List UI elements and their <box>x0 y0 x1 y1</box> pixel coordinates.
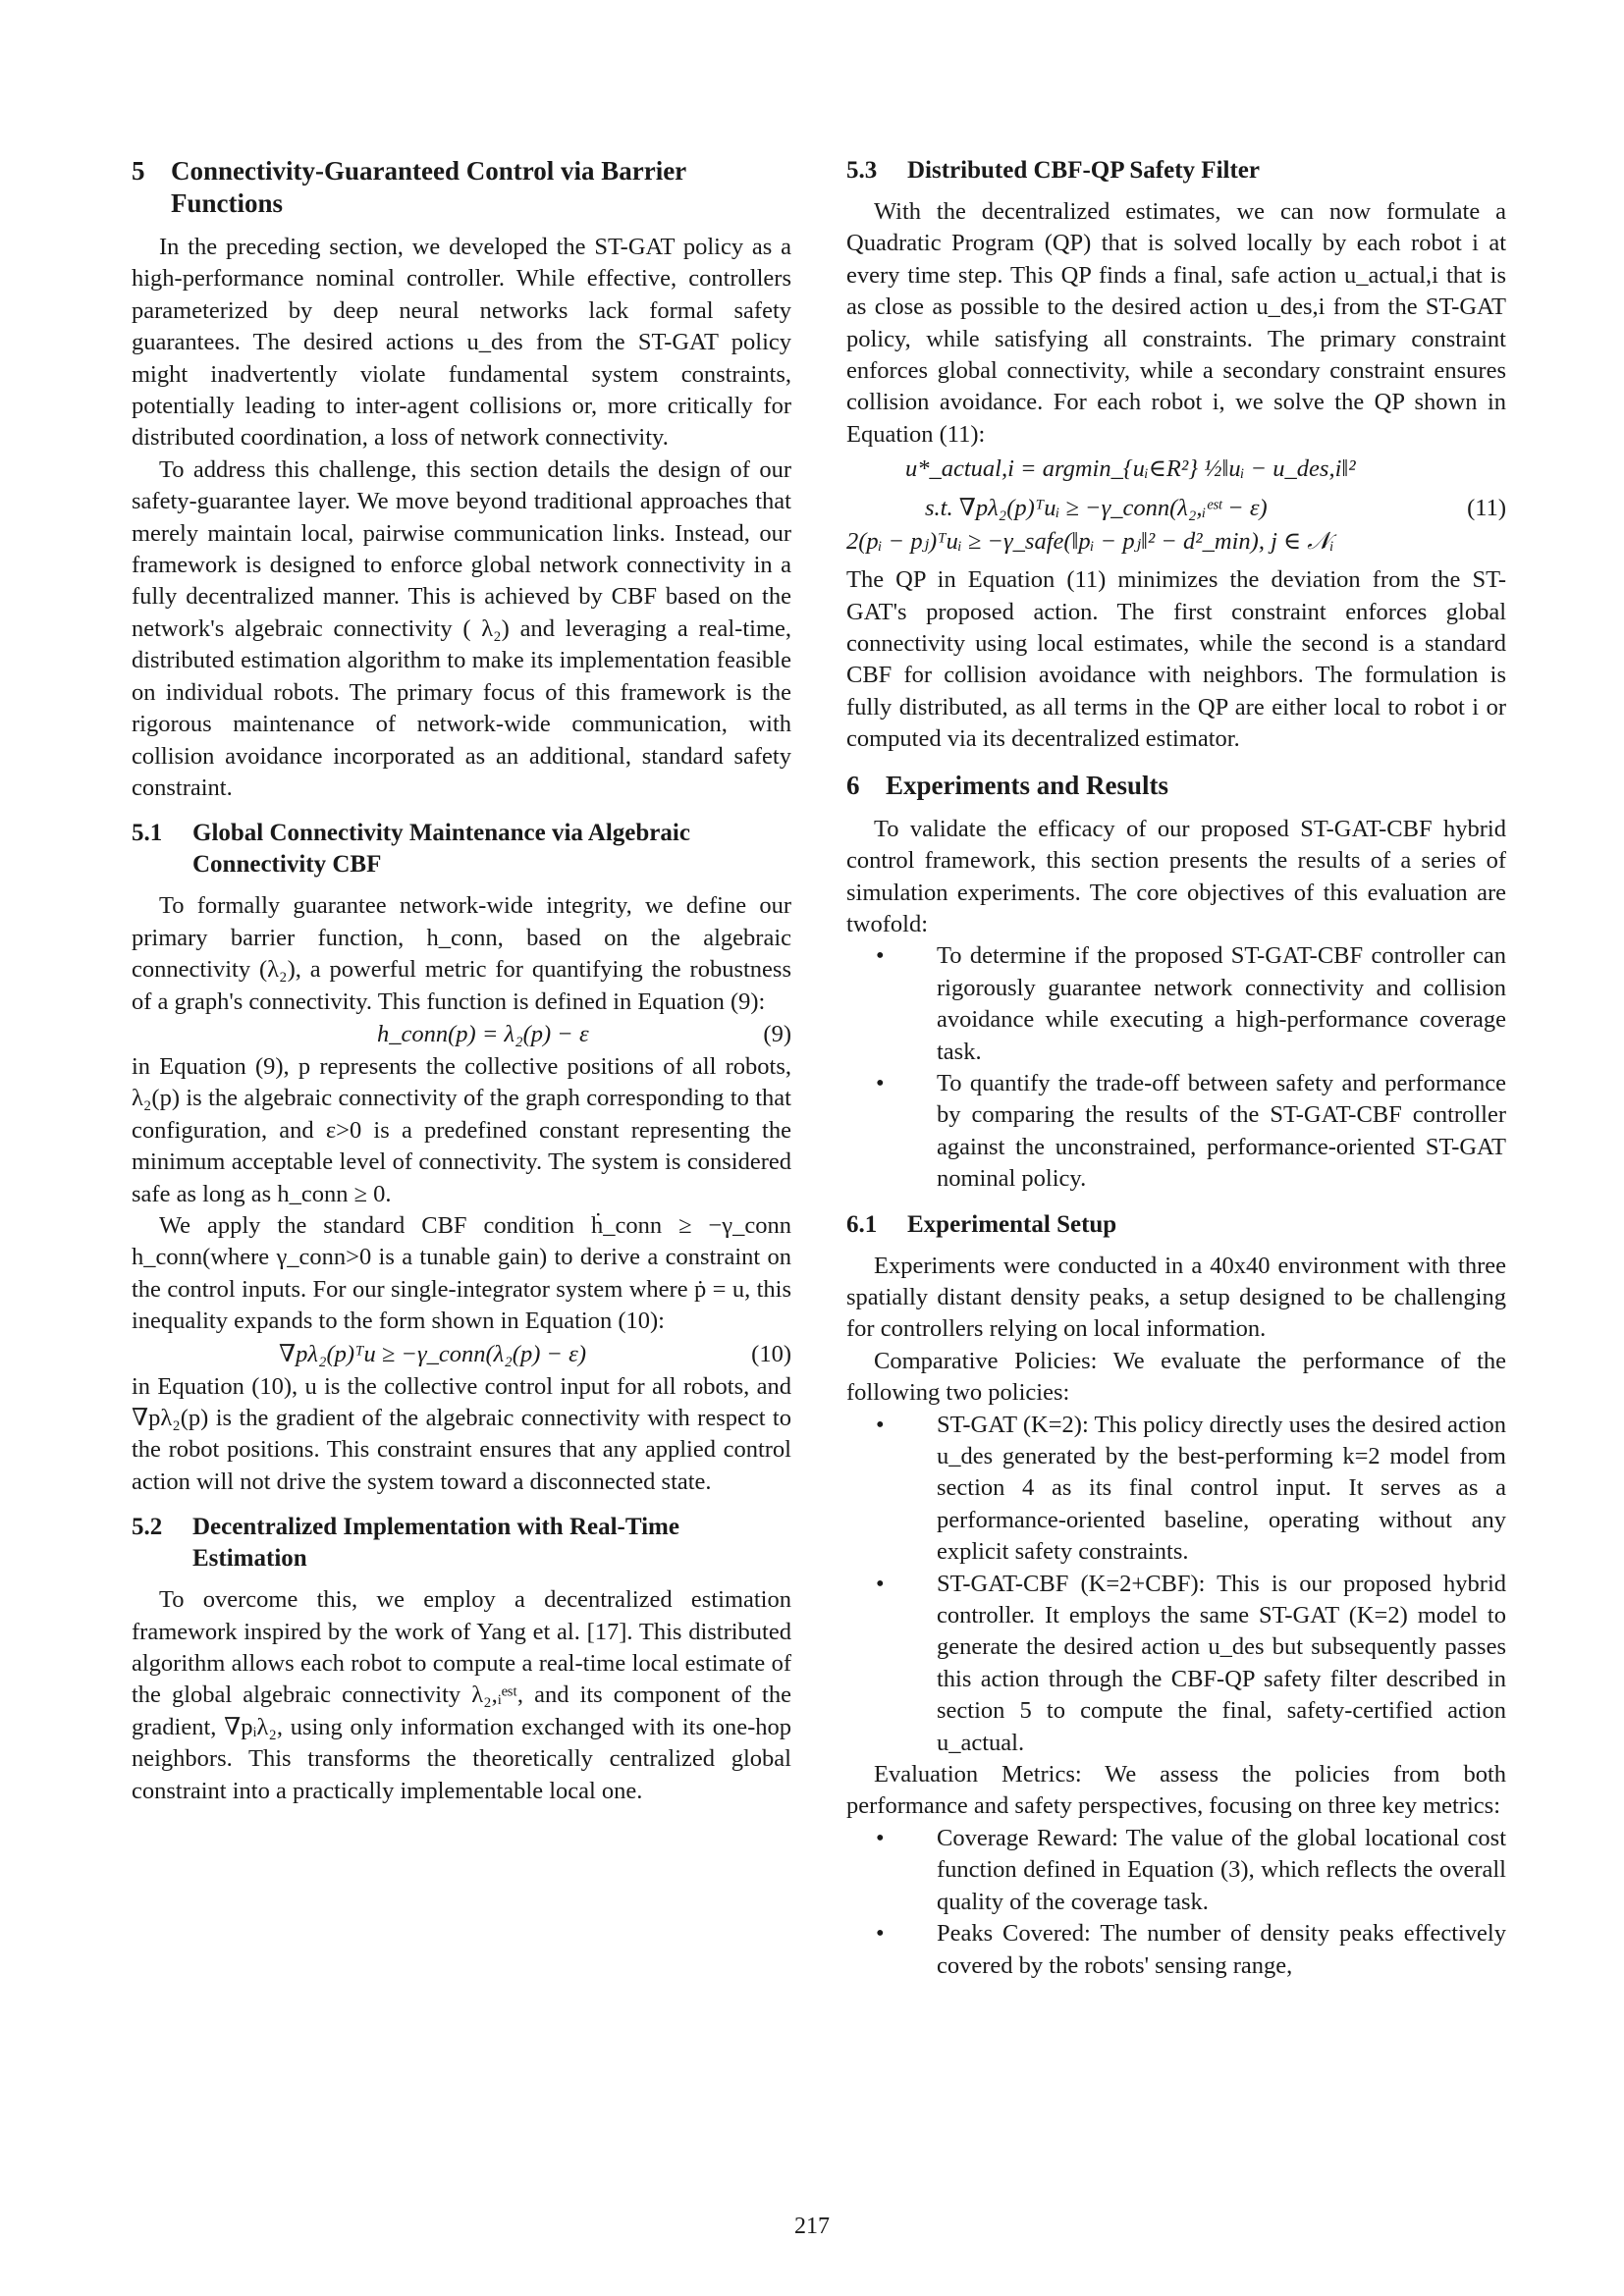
bullet-icon: • <box>876 942 885 970</box>
equation-number: (11) <box>1467 495 1506 522</box>
equation-body: h_conn(p) = λ₂(p) − ε <box>377 1020 589 1047</box>
paragraph: To formally guarantee network-wide integrity, we define our primary barrier function, h_conn, based on the algebraic connectivity (λ₂), a powerful metric for quantifying the robustness of a graph's connectivity. This function is defined in Equation (9): <box>132 892 791 1015</box>
paragraph: With the decentralized estimates, we can now formulate a Quadratic Program (QP) that is solved locally by each robot i at every time step. This QP finds a final, safe action u_actual,i that is as close as possible to the desired action u_des,i from the ST-GAT policy, while satisfying all constraints. The primary constraint enforces global connectivity, while a secondary constraint ensures collision avoidance. For each robot i, we solve the QP shown in Equation (11): <box>846 198 1506 448</box>
paragraph: To validate the efficacy of our proposed ST-GAT-CBF hybrid control framework, this section presents the results of a series of simulation experiments. The core objectives of this evaluation are twofold: <box>846 815 1506 937</box>
section-title: Connectivity-Guaranteed Control via Barrier Functions <box>171 156 686 218</box>
bullet-icon: • <box>876 1570 885 1597</box>
equation-body: ∇pλ₂(p)ᵀu ≥ −γ_conn(λ₂(p) − ε) <box>279 1340 586 1367</box>
equation-number: (10) <box>751 1340 791 1367</box>
equation-10 <box>132 1338 791 1371</box>
section-number: 5 <box>132 156 145 186</box>
list-item <box>846 1823 1506 1918</box>
equation-number: (9) <box>763 1020 791 1047</box>
section-number: 5.3 <box>846 157 878 184</box>
section-title: Experiments and Results <box>886 770 1169 800</box>
section-5-2-heading <box>132 1512 791 1575</box>
bullet-icon: • <box>876 1069 885 1096</box>
paragraph: We apply the standard CBF condition ḣ_conn ≥ −γ_conn h_conn(where γ_conn>0 is a tunable gain) to derive a constraint on the control inputs. For our single-integrator system where ṗ = u, this inequality expands to the form shown in Equation (10): <box>132 1211 791 1335</box>
paragraph: Evaluation Metrics: We assess the policies from both performance and safety perspectives, focusing on three key metrics: <box>846 1761 1506 1820</box>
paragraph: The QP in Equation (11) minimizes the deviation from the ST-GAT's proposed action. The first constraint enforces global connectivity using local estimates, while the second is a standard CBF for collision avoidance with neighbors. The formulation is fully distributed, as all terms in the QP are either local to robot i or computed via its decentralized estimator. <box>846 566 1506 753</box>
section-number: 5.2 <box>132 1514 163 1541</box>
section-5-3-heading <box>846 155 1506 187</box>
left-column <box>132 155 791 1807</box>
section-6-1-heading <box>846 1209 1506 1241</box>
list-item <box>846 1410 1506 1569</box>
right-column <box>846 155 1506 1982</box>
equation-11 <box>846 453 1506 562</box>
list-item-text: To quantify the trade-off between safety and performance by comparing the results of the ST-GAT-CBF controller against the unconstrained, performance-oriented ST-GAT nominal policy. <box>937 1069 1506 1193</box>
list-item <box>846 1918 1506 1982</box>
list-item <box>846 940 1506 1068</box>
section-title: Global Connectivity Maintenance via Algebraic Connectivity CBF <box>192 820 690 879</box>
paragraph: To address this challenge, this section details the design of our safety-guarantee layer. We move beyond traditional approaches that merely maintain local, pairwise communication links. Instead, our framework is designed to enforce global network connectivity in a fully decentralized manner. This is achieved by CBF based on the network's algebraic connectivity ( λ₂) and leveraging a real-time, distributed estimation algorithm to make its implementation feasible on individual robots. The primary focus of this framework is the rigorous maintenance of network-wide communication, with collision avoidance incorporated as an additional, standard safety constraint. <box>132 455 791 801</box>
section-number: 5.1 <box>132 820 163 847</box>
list-item-text: To determine if the proposed ST-GAT-CBF controller can rigorously guarantee network connectivity and collision avoidance while executing a high-performance coverage task. <box>937 942 1506 1065</box>
paragraph: Experiments were conducted in a 40x40 environment with three spatially distant density peaks, a setup designed to be challenging for controllers relying on local information. <box>846 1252 1506 1343</box>
section-5-1-heading <box>132 818 791 881</box>
section-number: 6.1 <box>846 1210 878 1238</box>
paragraph: To overcome this, we employ a decentralized estimation framework inspired by the work of Yang et al. [17]. This distributed algorithm allows each robot to compute a real-time local estimate of the global algebraic connectivity λ₂,ᵢᵉˢᵗ, and its component of the gradient, ∇pᵢλ₂, using only information exchanged with its one-hop neighbors. This transforms the theoretically centralized global constraint into a practically implementable local one. <box>132 1586 791 1804</box>
list-item <box>846 1569 1506 1759</box>
paragraph: in Equation (10), u is the collective control input for all robots, and ∇pλ₂(p) is the gradient of the algebraic connectivity with respect to the robot positions. This constraint ensures that any applied control action will not drive the system toward a disconnected state. <box>132 1372 791 1495</box>
section-5-heading <box>132 155 791 220</box>
section-6-heading <box>846 770 1506 802</box>
bullet-icon: • <box>876 1824 885 1851</box>
equation-line: 2(pᵢ − pⱼ)ᵀuᵢ ≥ −γ_safe(‖pᵢ − pⱼ‖² − d²_min), j ∈ 𝒩ᵢ <box>846 528 1334 556</box>
paragraph: In the preceding section, we developed the ST-GAT policy as a high-performance nominal controller. While effective, controllers parameterized by deep neural networks lack formal safety guarantees. The desired actions u_des from the ST-GAT policy might inadvertently violate fundamental system constraints, potentially leading to inter-agent collisions or, more critically for distributed coordination, a loss of network connectivity. <box>132 234 791 452</box>
equation-line: u*_actual,i = argmin_{uᵢ∈R²} ½‖uᵢ − u_des,i‖² <box>905 455 1356 483</box>
equation-9 <box>132 1018 791 1051</box>
list-item <box>846 1068 1506 1196</box>
paragraph: in Equation (9), p represents the collective positions of all robots, λ₂(p) is the algebraic connectivity of the graph corresponding to that configuration, and ε>0 is a predefined constant representing the minimum acceptable level of connectivity. The system is considered safe as long as h_conn ≥ 0. <box>132 1052 791 1207</box>
equation-line: s.t. ∇pλ₂(p)ᵀuᵢ ≥ −γ_conn(λ₂,ᵢᵉˢᵗ − ε) <box>925 495 1268 522</box>
objectives-list <box>846 940 1506 1195</box>
list-item-text: Peaks Covered: The number of density peaks effectively covered by the robots' sensing range, <box>937 1920 1506 1979</box>
list-item-text: Coverage Reward: The value of the global locational cost function defined in Equation (3), which reflects the overall quality of the coverage task. <box>937 1824 1506 1915</box>
section-title: Decentralized Implementation with Real-Time Estimation <box>192 1514 679 1573</box>
section-title: Experimental Setup <box>907 1210 1117 1238</box>
metrics-list <box>846 1823 1506 1982</box>
bullet-icon: • <box>876 1920 885 1948</box>
section-number: 6 <box>846 770 860 800</box>
paragraph: Comparative Policies: We evaluate the performance of the following two policies: <box>846 1347 1506 1407</box>
section-title: Distributed CBF-QP Safety Filter <box>907 157 1260 184</box>
list-item-text: ST-GAT (K=2): This policy directly uses the desired action u_des generated by the best-performing k=2 model from section 4 as its final control input. It serves as a performance-oriented baseline, operating without any explicit safety constraints. <box>937 1411 1506 1566</box>
list-item-text: ST-GAT-CBF (K=2+CBF): This is our proposed hybrid controller. It employs the same ST-GAT (K=2) model to generate the desired action u_des but subsequently passes this action through the CBF-QP safety filter described in section 5 to compute the final, safety-certified action u_actual. <box>937 1570 1506 1756</box>
bullet-icon: • <box>876 1411 885 1438</box>
page-number: 217 <box>794 2214 830 2239</box>
policies-list <box>846 1410 1506 1759</box>
